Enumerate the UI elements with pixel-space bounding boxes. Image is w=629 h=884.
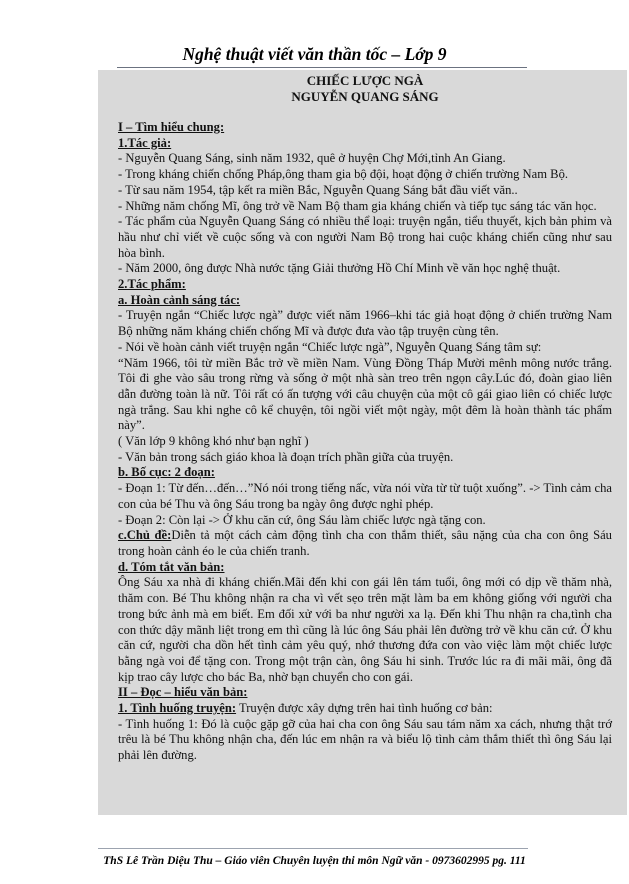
context-line-4: ( Văn lớp 9 không khó như bạn nghĩ ) <box>118 434 309 449</box>
spacer <box>118 105 612 120</box>
author-line-4: - Những năm chống Mĩ, ông trở về Nam Bộ tham gia kháng chiến và tiếp tục sáng tác văn học. <box>118 198 597 213</box>
context-quote: “Năm 1966, tôi từ miền Bắc trở về miền Nam. Vùng Đồng Tháp Mười mênh mông nước trắng. Tôi đi ghe vào sâu trong rừng và sống ở một nhà sàn treo trên ngọn cây.Lúc đó, đoàn giao liên dẫn đường toàn là nữ. Tôi rất có ấn tượng với câu chuyện của một cô gái giao liên có chiếc lược ngà trắng. Sau khi nghe cô kể chuyện, tôi ngồi viết một ngày, một đêm là hoàn thành tác phẩm này”. <box>118 355 612 433</box>
context-line-1: - Truyện ngắn “Chiếc lược ngà” được viết năm 1966–khi tác giả hoạt động ở chiến trường Nam Bộ những năm kháng chiến chống Mĩ và được đưa vào tập truyện cùng tên. <box>118 308 612 339</box>
section-heading-1: I – Tìm hiểu chung: <box>118 120 225 134</box>
page-footer: ThS Lê Trần Diệu Thu – Giáo viên Chuyên luyện thi môn Ngữ văn - 0973602995 pg. 111 <box>103 855 526 867</box>
author-line-5: - Tác phẩm của Nguyễn Quang Sáng có nhiều thể loại: truyện ngắn, tiểu thuyết, kịch bản phim và hầu như chỉ viết về cuộc sống và con người Nam Bộ trong hai cuộc kháng chiến cũng như sau hòa bình. <box>118 214 612 260</box>
theme-text: Diễn tả một cách cảm động tình cha con thắm thiết, sâu nặng của cha con ông Sáu trong hoàn cảnh éo le của chiến tranh. <box>118 528 612 558</box>
situation-heading: 1. Tình huống truyện: <box>118 701 237 716</box>
layout-heading: b. Bố cục: 2 đoạn: <box>118 465 215 480</box>
author-line-1: - Nguyễn Quang Sáng, sinh năm 1932, quê ở huyện Chợ Mới,tỉnh An Giang. <box>118 151 506 166</box>
title-line-1: CHIẾC LƯỢC NGÀ <box>306 73 424 88</box>
layout-line-2: - Đoạn 2: Còn lại -> Ở khu căn cứ, ông Sáu làm chiếc lược ngà tặng con. <box>118 512 486 527</box>
document-body <box>118 73 612 764</box>
running-header: Nghệ thuật viết văn thần tốc – Lớp 9 <box>182 44 447 64</box>
layout-line-1: - Đoạn 1: Từ đến…đến…”Nó nói trong tiếng nấc, vừa nói vừa từ từ tuột xuống”. -> Tình cảm cha con của bé Thu và ông Sáu trong ba ngày ông được nghỉ phép. <box>118 481 612 511</box>
context-line-2: - Nói về hoàn cảnh viết truyện ngắn “Chiếc lược ngà”, Nguyễn Quang Sáng tâm sự: <box>118 339 542 354</box>
footer-rule <box>98 848 528 849</box>
section-heading-2: II – Đọc – hiểu văn bản: <box>118 685 248 700</box>
theme-heading: c.Chủ đề: <box>118 528 172 543</box>
situation-intro: Truyện được xây dựng trên hai tình huống cơ bản: <box>236 701 493 716</box>
context-line-5: - Văn bản trong sách giáo khoa là đoạn trích phần giữa của truyện. <box>118 449 454 464</box>
context-heading: a. Hoàn cảnh sáng tác: <box>118 292 241 307</box>
author-line-3: - Từ sau năm 1954, tập kết ra miền Bắc, Nguyễn Quang Sáng bắt đầu viết văn.. <box>118 182 518 197</box>
situation-paragraph <box>118 701 612 717</box>
author-line-2: - Trong kháng chiến chống Pháp,ông tham gia bộ đội, hoạt động ở chiến trường Nam Bộ. <box>118 167 569 182</box>
author-heading: 1.Tác giả: <box>118 135 172 150</box>
author-line-6: - Năm 2000, ông được Nhà nước tặng Giải thưởng Hồ Chí Minh về văn học nghệ thuật. <box>118 261 561 276</box>
header-rule <box>117 67 527 68</box>
theme-paragraph <box>118 528 612 559</box>
work-heading: 2.Tác phẩm: <box>118 277 186 292</box>
summary-heading: d. Tóm tắt văn bản: <box>118 559 225 574</box>
situation-line-1: - Tình huống 1: Đó là cuộc gặp gỡ của hai cha con ông Sáu sau tám năm xa cách, nhưng thật trớ trêu là bé Thu không nhận cha, đến lúc em nhận ra và biểu lộ tình cảm thắm thiết thì ông Sáu lại phải lên đường. <box>118 716 612 763</box>
title-line-2: NGUYỄN QUANG SÁNG <box>291 89 439 104</box>
summary-text: Ông Sáu xa nhà đi kháng chiến.Mãi đến khi con gái lên tám tuổi, ông mới có dịp về thăm nhà, thăm con. Bé Thu không nhận ra cha vì vết sẹo trên mặt làm ba em không giống với người cha trong bức ảnh mà em biết. Em đối xử với ba như người xa lạ. Đến khi Thu nhận ra cha,tình cha con thức dậy mãnh liệt trong em thì cũng là lúc ông Sáu phải lên đường trở về khu căn cứ. Ở khu căn cứ, người cha dồn hết tình cảm yêu quý, nhớ thương đứa con vào việc làm một chiếc lược bằng ngà voi để tặng con. Trong một trận càn, ông Sáu hi sinh. Trước lúc ra đi mãi mãi, ông đã kịp trao cây lược cho bác Ba, nhờ bạn chuyển cho con gái. <box>118 575 612 684</box>
